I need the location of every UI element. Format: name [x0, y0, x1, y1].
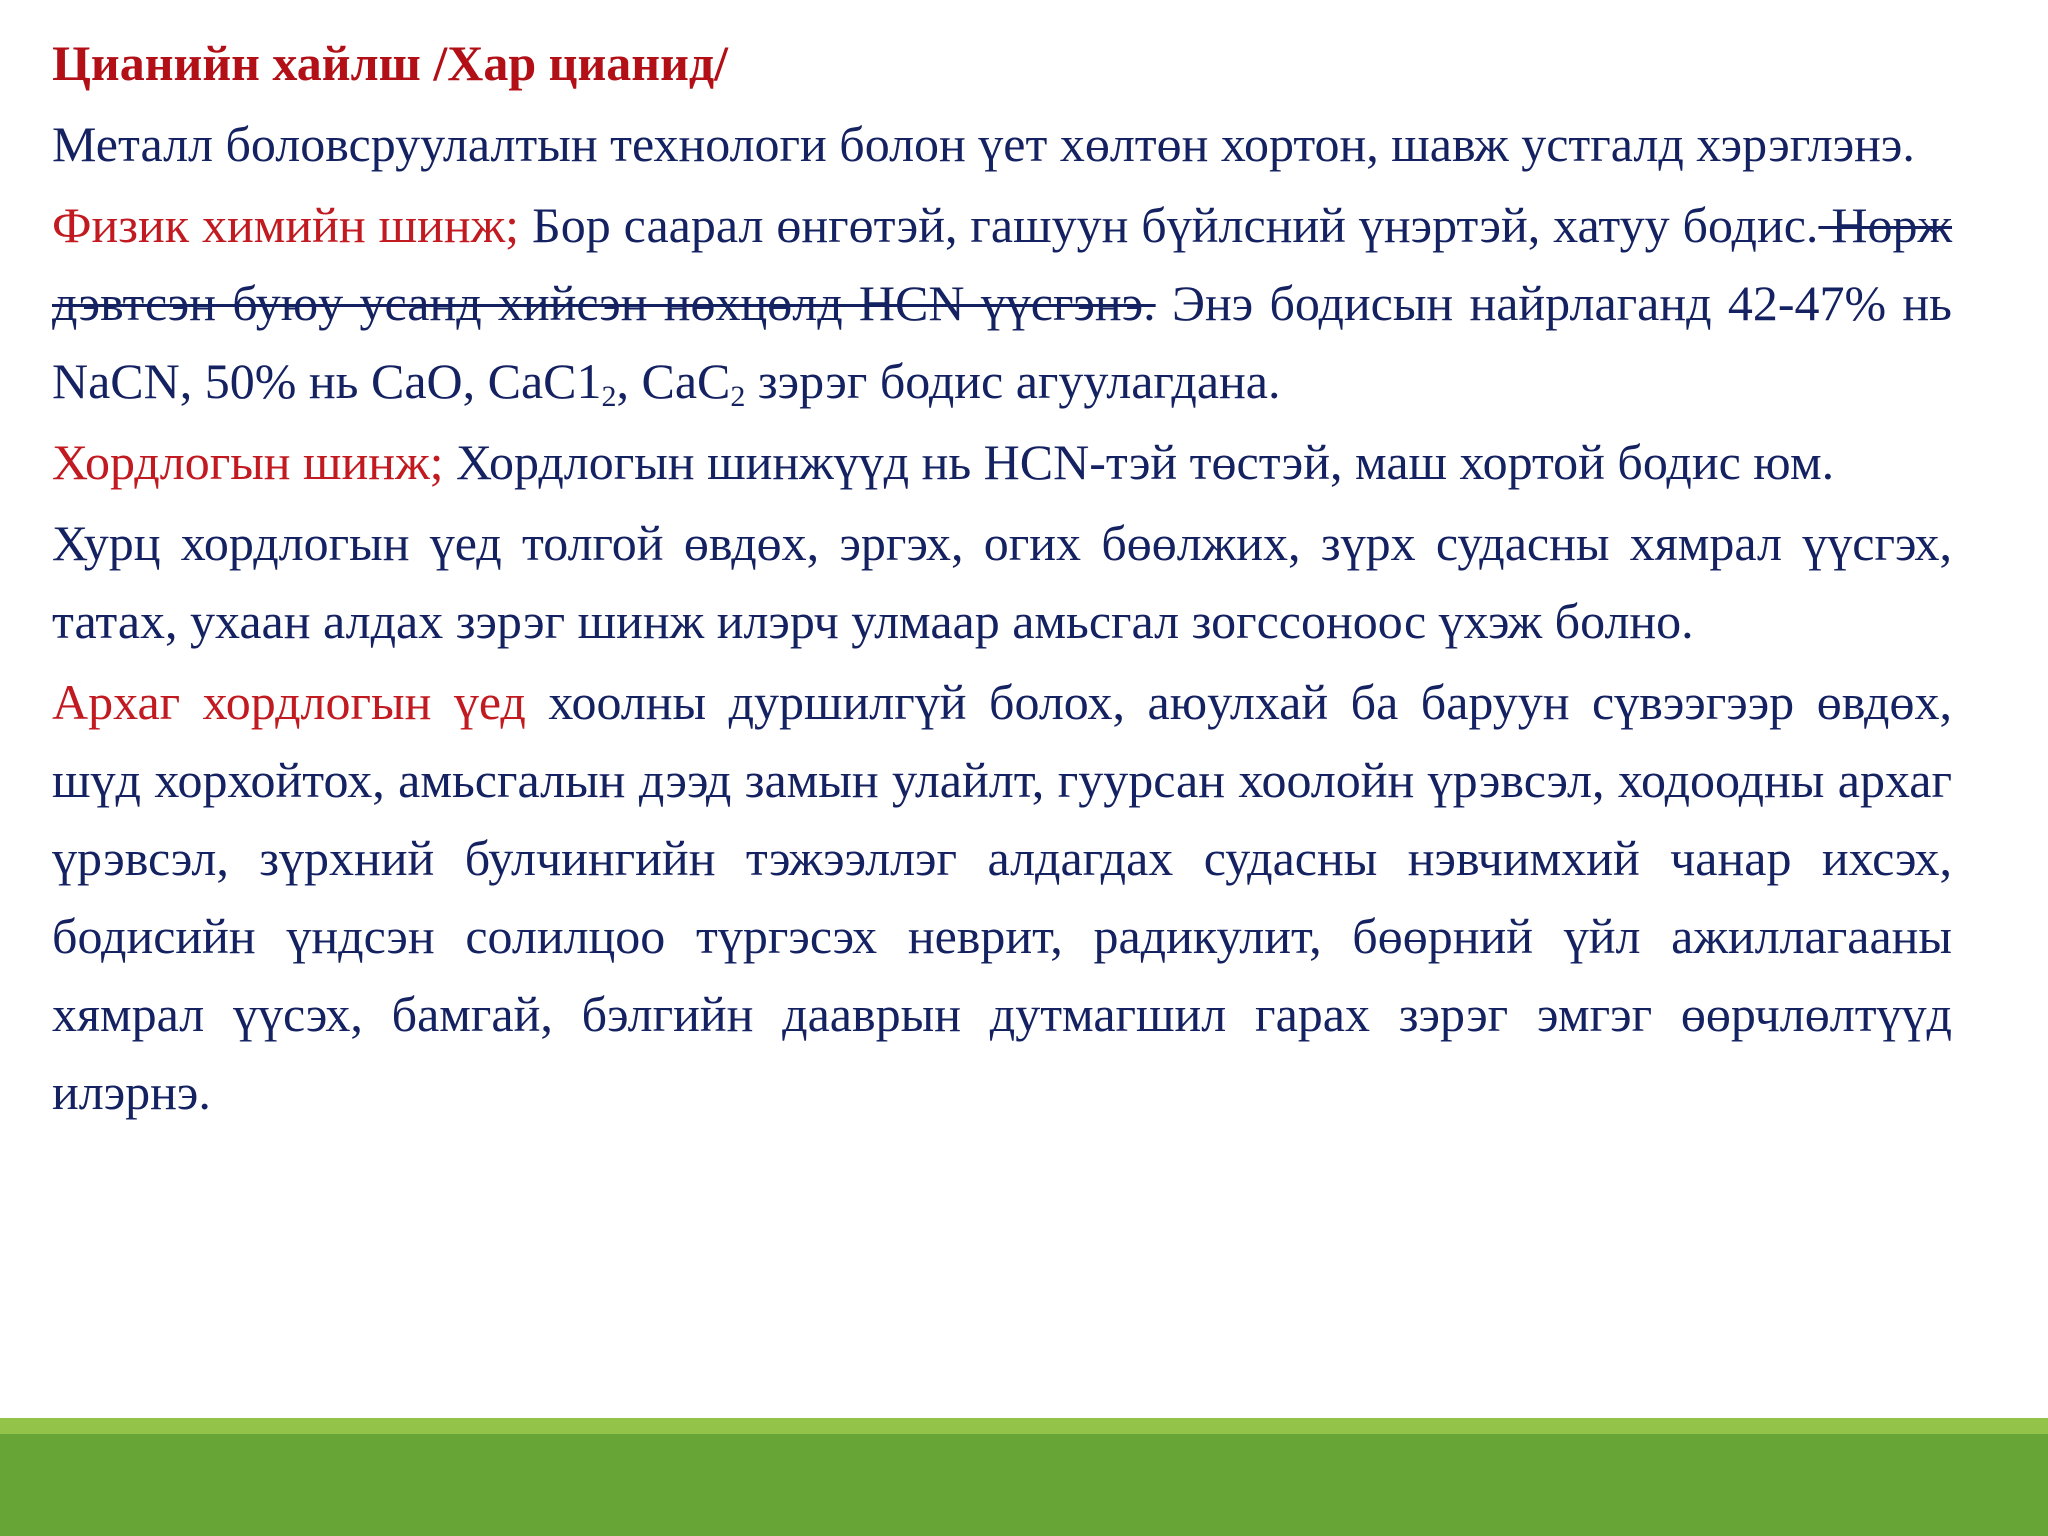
chronic-poisoning-text: хоолны дуршилгүй болох, аюулхай ба баруун сүвээгээр өвдөх, шүд хорхойтох, амьсгалын дээд замын улайлт, гуурсан хоолойн үрэвсэл, ходоодны архаг үрэвсэл, зүрхний булчингийн тэжээллэг алдагдах судасны нэвчимхий чанар ихсэх, бодисийн үндсэн солилцоо түргэсэх неврит, радикулит, бөөрний үйл ажиллагааны хямрал үүсэх, бамгай, бэлгийн даавpын дутмагшил гарах зэрэг эмгэг өөрчлөлтүүд илэрнэ. — [52, 674, 1953, 1120]
chronic-poisoning-label: Архаг хордлогын үед — [52, 674, 526, 730]
toxicity-label: Хордлогын шинж; — [52, 434, 444, 490]
toxicity-text: Хордлогын шинжүүд нь HCN-тэй төстэй, маш хортой бодис юм. — [443, 434, 1835, 490]
subscript-cacl: 2 — [601, 380, 617, 413]
composition-text-cac: , CaC — [616, 353, 731, 409]
subscript-cac: 2 — [730, 380, 746, 413]
composition-text-end: зэрэг бодис агуулагдана. — [745, 353, 1281, 409]
slide-content — [52, 24, 1952, 1134]
composition-text: Энэ бодисын найрлаганд 42-47% нь NaCN, 50% нь CaO, CaC1 — [52, 275, 1952, 409]
footer-band-accent — [0, 1418, 2048, 1434]
paragraph-chronic-poisoning — [52, 663, 1952, 1131]
footer-band — [0, 1418, 2048, 1536]
paragraph-usage: Металл боловсруулалтын технологи болон үет хөлтөн хортон, шавж устгалд хэрэглэнэ. — [52, 116, 1915, 172]
paragraph-acute-poisoning: Хурц хордлогын үед толгой өвдөх, эргэх, огих бөөлжих, зүрх судасны хямрал үүсгэх, татах, ухаан алдах зэрэг шинж илэрч улмаар амьсгал зогссоноос үхэж болно. — [52, 515, 1952, 649]
title-text: Цианийн хайлш /Хар цианид/ — [52, 35, 729, 91]
struck-through-text: Норж дэвтсэн буюу усанд хийсэн нөхцөлд HCN үүсгэнэ. — [52, 197, 1953, 331]
paragraph-physical-properties — [52, 186, 1952, 420]
paragraph-toxicity — [52, 423, 1952, 501]
physical-properties-text: Бор саарал өнгөтэй, гашуун бүйлсний үнэртэй, хатуу бодис. — [519, 197, 1819, 253]
slide-title — [52, 24, 1952, 102]
physical-properties-label: Физик химийн шинж; — [52, 197, 520, 253]
